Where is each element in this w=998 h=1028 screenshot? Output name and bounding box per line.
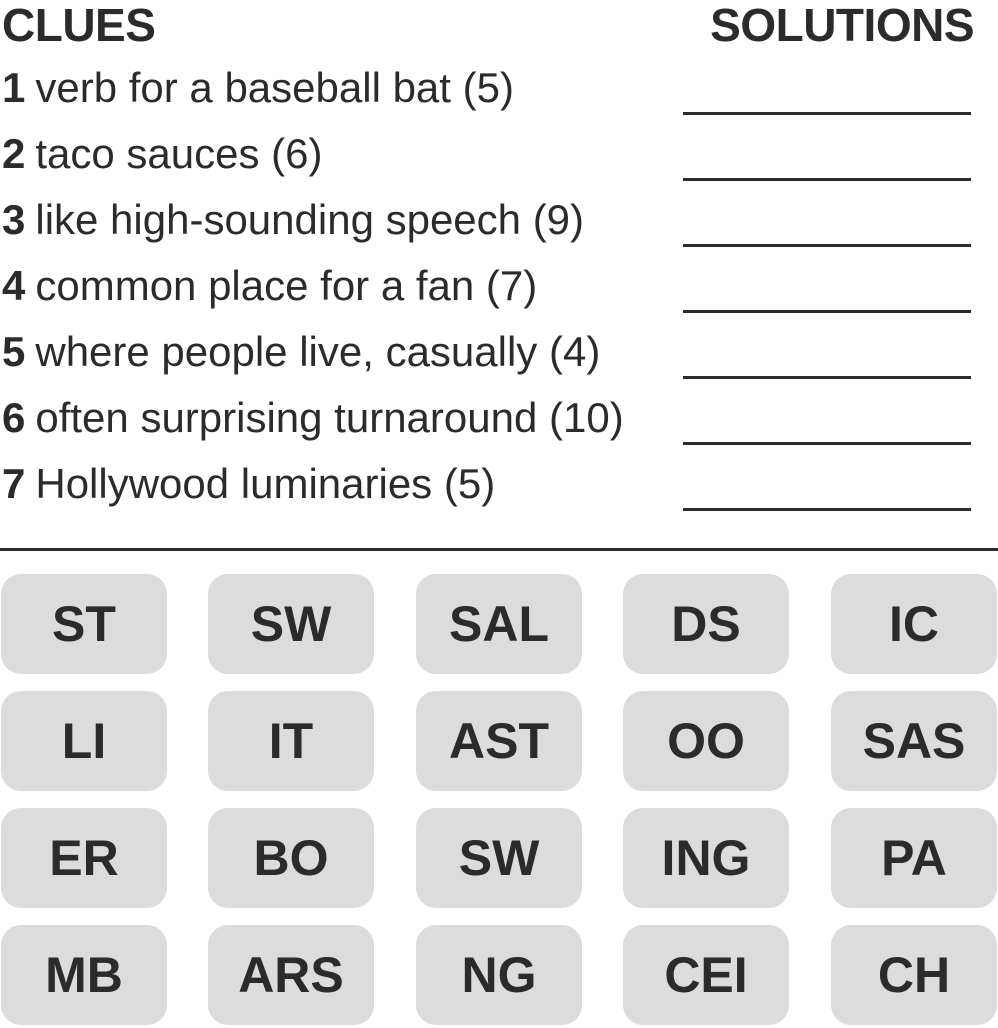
clue-label: verb for a baseball bat (5) [35, 64, 514, 111]
clue-row-1 [0, 64, 998, 124]
clue-label: common place for a fan (7) [35, 262, 538, 309]
clue-text [2, 460, 495, 508]
clue-row-5 [0, 328, 998, 388]
clue-row-2 [0, 130, 998, 190]
clue-label: where people live, casually (4) [35, 328, 601, 375]
solution-line-7[interactable] [683, 508, 971, 511]
clue-text [2, 394, 624, 442]
solution-line-4[interactable] [683, 310, 971, 313]
clue-number: 6 [2, 394, 26, 441]
clue-text [2, 262, 537, 310]
letter-tile[interactable]: AST [416, 691, 582, 791]
letter-tile[interactable]: ING [623, 808, 789, 908]
letter-tile[interactable]: IC [831, 574, 997, 674]
solutions-heading: SOLUTIONS [710, 0, 974, 51]
solution-line-6[interactable] [683, 442, 971, 445]
solution-line-3[interactable] [683, 244, 971, 247]
solution-line-1[interactable] [683, 112, 971, 115]
letter-tile[interactable]: MB [1, 925, 167, 1025]
clue-label: Hollywood luminaries (5) [35, 460, 496, 507]
clue-row-7 [0, 460, 998, 520]
letter-tile[interactable]: ST [1, 574, 167, 674]
clue-label: taco sauces (6) [35, 130, 323, 177]
divider [0, 548, 998, 551]
letter-tile[interactable]: SW [416, 808, 582, 908]
letter-tile[interactable]: CH [831, 925, 997, 1025]
clue-text [2, 196, 584, 244]
letter-tile[interactable]: IT [208, 691, 374, 791]
solution-line-5[interactable] [683, 376, 971, 379]
letter-tile[interactable]: SAS [831, 691, 997, 791]
letter-tile[interactable]: OO [623, 691, 789, 791]
clue-row-3 [0, 196, 998, 256]
letter-tile[interactable]: DS [623, 574, 789, 674]
clue-text [2, 130, 323, 178]
clue-row-4 [0, 262, 998, 322]
letter-tile[interactable]: CEI [623, 925, 789, 1025]
letter-tile[interactable]: ER [1, 808, 167, 908]
letter-tile[interactable]: LI [1, 691, 167, 791]
clue-label: often surprising turnaround (10) [35, 394, 624, 441]
clue-row-6 [0, 394, 998, 454]
letter-tile[interactable]: NG [416, 925, 582, 1025]
letter-tile[interactable]: PA [831, 808, 997, 908]
clue-text [2, 328, 600, 376]
clue-label: like high-sounding speech (9) [35, 196, 585, 243]
header [0, 0, 998, 50]
solution-line-2[interactable] [683, 178, 971, 181]
clue-number: 2 [2, 130, 26, 177]
clues-heading: CLUES [2, 0, 156, 51]
clue-number: 3 [2, 196, 26, 243]
letter-tile[interactable]: BO [208, 808, 374, 908]
letter-tile[interactable]: ARS [208, 925, 374, 1025]
clue-number: 4 [2, 262, 26, 309]
clue-number: 7 [2, 460, 26, 507]
letter-tile[interactable]: SW [208, 574, 374, 674]
tile-grid [0, 574, 998, 1028]
letter-tile[interactable]: SAL [416, 574, 582, 674]
clue-number: 5 [2, 328, 26, 375]
clue-text [2, 64, 514, 112]
clue-number: 1 [2, 64, 26, 111]
